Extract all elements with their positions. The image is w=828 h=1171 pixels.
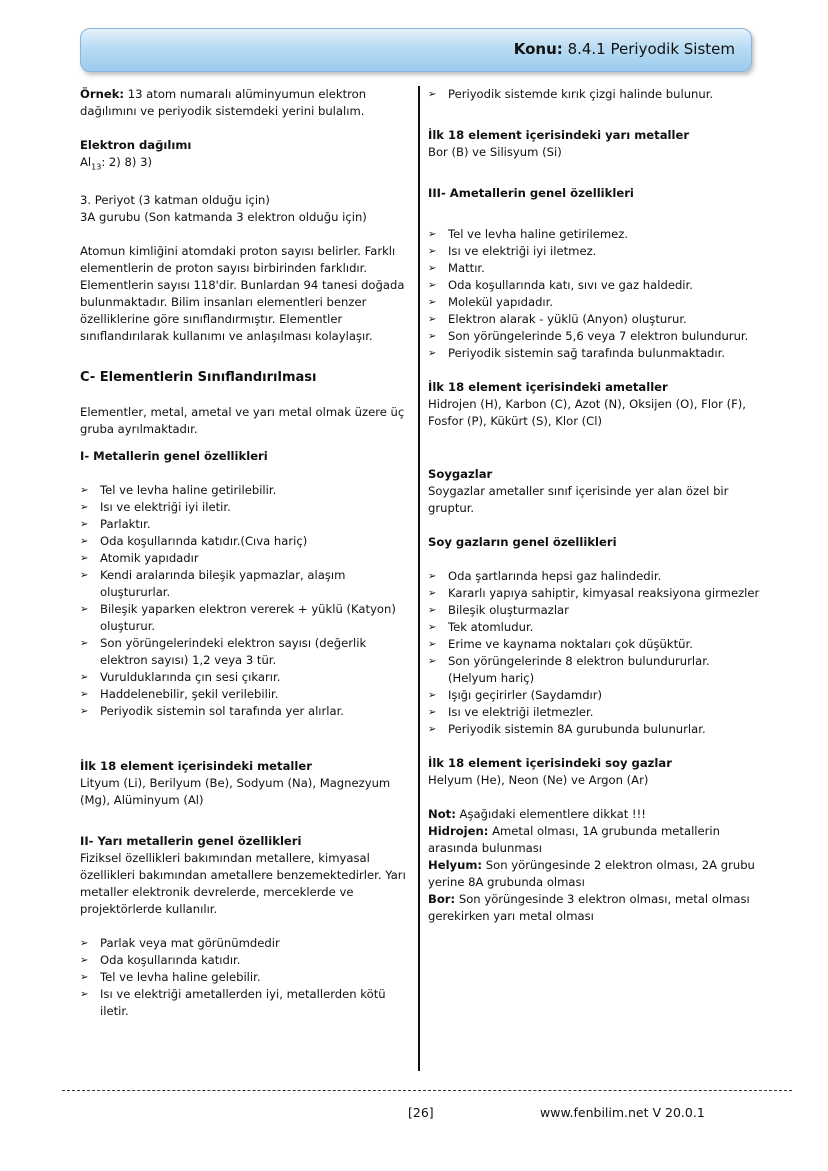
page-number: [26] xyxy=(408,1105,434,1120)
footer-divider xyxy=(62,1090,792,1091)
list-item xyxy=(428,311,760,328)
list-item-text: Periyodik sistemin sol tarafında yer alırlar. xyxy=(100,704,344,719)
list-item xyxy=(428,345,760,362)
first18-nonmetals-text: Hidrojen (H), Karbon (C), Azot (N), Oksijen (O), Flor (F), Fosfor (P), Kükürt (S), Klor (Cl) xyxy=(428,397,746,428)
list-item xyxy=(80,635,410,669)
noble-props-list xyxy=(428,568,760,738)
site-url: www.fenbilim.net V 20.0.1 xyxy=(540,1105,705,1120)
list-item-text: Oda şartlarında hepsi gaz halindedir. xyxy=(448,569,662,583)
semimetals-title: II- Yarı metallerin genel özellikleri xyxy=(80,834,302,849)
distribution-line xyxy=(80,154,410,175)
list-item-text: Bileşik yaparken elektron vererek + yüklü (Katyon) oluşturur. xyxy=(100,602,396,634)
first18-metals-text: Lityum (Li), Berilyum (Be), Sodyum (Na), Magnezyum (Mg), Alüminyum (Al) xyxy=(80,776,391,808)
list-item-text: Oda koşullarında katıdır.(Cıva hariç) xyxy=(100,534,308,549)
list-item xyxy=(428,243,760,260)
topic-name: 8.4.1 Periyodik Sistem xyxy=(567,40,735,58)
arrow-bullet-icon: ➢ xyxy=(428,707,437,718)
arrow-bullet-icon: ➢ xyxy=(428,348,437,359)
list-item xyxy=(80,703,410,720)
list-item-text: Oda koşullarında katıdır. xyxy=(100,953,241,968)
list-item xyxy=(80,516,410,533)
list-item-text: Son yörüngelerinde 8 elektron bulundururlar. (Helyum hariç) xyxy=(448,654,710,685)
list-item-text: Periyodik sistemin 8A gurubunda bulunurlar. xyxy=(448,722,706,736)
semimetal-position-list xyxy=(428,86,760,103)
list-item-text: Molekül yapıdadır. xyxy=(448,295,554,309)
arrow-bullet-icon: ➢ xyxy=(428,331,437,342)
note-item-text: Son yörüngesinde 2 elektron olması, 2A grubu yerine 8A grubunda olması xyxy=(428,858,755,889)
list-item-text: Son yörüngelerindeki elektron sayısı (değerlik elektron sayısı) 1,2 veya 3 tür. xyxy=(100,636,367,668)
nonmetals-props-list xyxy=(428,226,760,362)
arrow-bullet-icon: ➢ xyxy=(80,689,89,701)
first18-noble-title: İlk 18 element içerisindeki soy gazlar xyxy=(428,756,672,770)
arrow-bullet-icon: ➢ xyxy=(80,485,89,497)
list-item-text: Erime ve kaynama noktaları çok düşüktür. xyxy=(448,637,693,651)
arrow-bullet-icon: ➢ xyxy=(80,706,89,718)
group-line: 3A gurubu (Son katmanda 3 elektron olduğu için) xyxy=(80,210,367,225)
metals-props-list xyxy=(80,482,410,720)
list-item-text: Isı ve elektriği ametallerden iyi, metallerden kötü iletir. xyxy=(100,987,386,1019)
list-item-text: Atomik yapıdadır xyxy=(100,551,199,566)
arrow-bullet-icon: ➢ xyxy=(428,588,437,599)
semimetals-props-list xyxy=(80,935,410,1020)
arrow-bullet-icon: ➢ xyxy=(428,605,437,616)
section-c-text: Elementler, metal, ametal ve yarı metal olmak üzere üç gruba ayrılmaktadır. xyxy=(80,405,405,437)
list-item xyxy=(428,277,760,294)
arrow-bullet-icon: ➢ xyxy=(428,263,437,274)
first18-noble-text: Helyum (He), Neon (Ne) ve Argon (Ar) xyxy=(428,773,649,787)
list-item-text: Isı ve elektriği iyi iletmez. xyxy=(448,244,597,258)
list-item xyxy=(80,986,410,1020)
topic-title xyxy=(514,40,735,58)
arrow-bullet-icon: ➢ xyxy=(428,571,437,582)
list-item xyxy=(428,226,760,243)
list-item-text: Isı ve elektriği iyi iletir. xyxy=(100,500,231,515)
note-line xyxy=(428,806,760,823)
distribution-title: Elektron dağılımı xyxy=(80,138,192,152)
list-item xyxy=(428,619,760,636)
arrow-bullet-icon: ➢ xyxy=(428,724,437,735)
arrow-bullet-icon: ➢ xyxy=(80,638,89,650)
list-item-text: Işığı geçirirler (Saydamdır) xyxy=(448,688,603,702)
arrow-bullet-icon: ➢ xyxy=(428,690,437,701)
note-text: Aşağıdaki elementlere dikkat !!! xyxy=(459,807,646,821)
list-item-text: Mattır. xyxy=(448,261,485,275)
semimetal-position: Periyodik sistemde kırık çizgi halinde bulunur. xyxy=(448,87,714,101)
list-item xyxy=(428,721,760,738)
example-text: 13 atom numaralı alüminyumun elektron dağılımını ve periyodik sistemdeki yerini bulalım. xyxy=(80,87,367,118)
list-item xyxy=(428,602,760,619)
list-item-text: Periyodik sistemin sağ tarafında bulunmaktadır. xyxy=(448,346,726,360)
list-item-text: Kararlı yapıya sahiptir, kimyasal reaksiyona girmezler xyxy=(448,586,760,600)
arrow-bullet-icon: ➢ xyxy=(428,314,437,325)
list-item xyxy=(428,568,760,585)
note-item-text: Ametal olması, 1A grubunda metallerin arasında bulunması xyxy=(428,824,720,855)
arrow-bullet-icon: ➢ xyxy=(428,622,437,633)
arrow-bullet-icon: ➢ xyxy=(428,297,437,308)
right-column xyxy=(428,86,760,925)
list-item xyxy=(80,952,410,969)
list-item xyxy=(80,601,410,635)
list-item-text: Isı ve elektriği iletmezler. xyxy=(448,705,594,719)
list-item xyxy=(428,704,760,721)
page-header xyxy=(80,28,752,72)
first18-nonmetals-title: İlk 18 element içerisindeki ametaller xyxy=(428,380,668,394)
note-label: Not: xyxy=(428,807,456,821)
list-item xyxy=(80,686,410,703)
arrow-bullet-icon: ➢ xyxy=(80,553,89,565)
list-item xyxy=(428,86,760,103)
example-paragraph xyxy=(80,86,410,120)
note-item-text: Son yörüngesinde 3 elektron olması, metal olması gerekirken yarı metal olması xyxy=(428,892,750,923)
first18-semimetals-title: İlk 18 element içerisindeki yarı metaller xyxy=(428,128,690,142)
note-item xyxy=(428,857,760,891)
first18-metals-title: İlk 18 element içerisindeki metaller xyxy=(80,759,312,774)
list-item-text: Parlaktır. xyxy=(100,517,151,532)
list-item-text: Tel ve levha haline gelebilir. xyxy=(100,970,261,985)
list-item xyxy=(80,533,410,550)
noble-props-title: Soy gazların genel özellikleri xyxy=(428,535,617,549)
arrow-bullet-icon: ➢ xyxy=(80,972,89,984)
distribution-sub: 13 xyxy=(91,162,102,172)
arrow-bullet-icon: ➢ xyxy=(80,672,89,684)
noble-text: Soygazlar ametaller sınıf içerisinde yer alan özel bir gruptur. xyxy=(428,484,729,515)
arrow-bullet-icon: ➢ xyxy=(428,639,437,650)
metals-title: I- Metallerin genel özellikleri xyxy=(80,449,268,464)
arrow-bullet-icon: ➢ xyxy=(80,955,89,967)
note-item-label: Helyum: xyxy=(428,858,483,872)
arrow-bullet-icon: ➢ xyxy=(428,89,437,100)
list-item xyxy=(428,328,760,345)
list-item-text: Tek atomludur. xyxy=(448,620,534,634)
list-item-text: Elektron alarak - yüklü (Anyon) oluşturur. xyxy=(448,312,687,326)
list-item xyxy=(428,653,760,687)
list-item xyxy=(428,687,760,704)
list-item xyxy=(80,550,410,567)
list-item xyxy=(428,585,760,602)
arrow-bullet-icon: ➢ xyxy=(80,989,89,1001)
list-item-text: Kendi aralarında bileşik yapmazlar, alaşım oluştururlar. xyxy=(100,568,346,600)
arrow-bullet-icon: ➢ xyxy=(80,604,89,616)
list-item-text: Oda koşullarında katı, sıvı ve gaz haldedir. xyxy=(448,278,693,292)
note-item-label: Hidrojen: xyxy=(428,824,489,838)
note-item-label: Bor: xyxy=(428,892,456,906)
distribution-value: : 2) 8) 3) xyxy=(101,155,153,169)
list-item-text: Vurulduklarında çın sesi çıkarır. xyxy=(100,670,281,685)
identity-paragraph: Atomun kimliğini atomdaki proton sayısı belirler. Farklı elementlerin de proton sayısı birbirinden farklıdır. Elementlerin sayısı 118'dir. Bunlardan 94 tanesi doğada bulunmaktadır. Bilim insanları elementleri benzer özelliklerine göre sınıflandırmıştır. Elementler sınıflandırılarak kullanımı ve anlaşılması kolaylaşır. xyxy=(80,244,405,344)
list-item xyxy=(428,294,760,311)
list-item-text: Son yörüngelerinde 5,6 veya 7 elektron bulundurur. xyxy=(448,329,749,343)
list-item xyxy=(80,567,410,601)
arrow-bullet-icon: ➢ xyxy=(428,280,437,291)
list-item-text: Tel ve levha haline getirilebilir. xyxy=(100,483,277,498)
list-item-text: Tel ve levha haline getirilemez. xyxy=(448,227,629,241)
list-item-text: Bileşik oluşturmazlar xyxy=(448,603,569,617)
list-item xyxy=(80,482,410,499)
list-item xyxy=(428,260,760,277)
list-item xyxy=(80,935,410,952)
period-line: 3. Periyot (3 katman olduğu için) xyxy=(80,193,270,208)
list-item xyxy=(428,636,760,653)
column-divider xyxy=(418,86,420,1071)
notes-list xyxy=(428,823,760,925)
note-item xyxy=(428,891,760,925)
arrow-bullet-icon: ➢ xyxy=(428,656,437,667)
left-column xyxy=(80,86,410,1020)
arrow-bullet-icon: ➢ xyxy=(428,229,437,240)
arrow-bullet-icon: ➢ xyxy=(428,246,437,257)
list-item xyxy=(80,499,410,516)
first18-semimetals-text: Bor (B) ve Silisyum (Si) xyxy=(428,145,562,159)
arrow-bullet-icon: ➢ xyxy=(80,536,89,548)
list-item xyxy=(80,669,410,686)
distribution-symbol: Al xyxy=(80,155,92,169)
arrow-bullet-icon: ➢ xyxy=(80,519,89,531)
nonmetals-title: III- Ametallerin genel özellikleri xyxy=(428,186,634,200)
arrow-bullet-icon: ➢ xyxy=(80,502,89,514)
list-item-text: Parlak veya mat görünümdedir xyxy=(100,936,280,951)
topic-label: Konu: xyxy=(513,40,563,58)
list-item-text: Haddelenebilir, şekil verilebilir. xyxy=(100,687,279,702)
example-label: Örnek: xyxy=(80,87,125,101)
semimetals-text: Fiziksel özellikleri bakımından metallere, kimyasal özellikleri bakımından ametallere benzemektedirler. Yarı metaller elektronik devrelerde, merceklerde ve projektörlerde kullanılır. xyxy=(80,851,406,917)
arrow-bullet-icon: ➢ xyxy=(80,938,89,950)
noble-title: Soygazlar xyxy=(428,467,493,481)
section-c-title: C- Elementlerin Sınıflandırılması xyxy=(80,370,317,386)
list-item xyxy=(80,969,410,986)
note-item xyxy=(428,823,760,857)
arrow-bullet-icon: ➢ xyxy=(80,570,89,582)
